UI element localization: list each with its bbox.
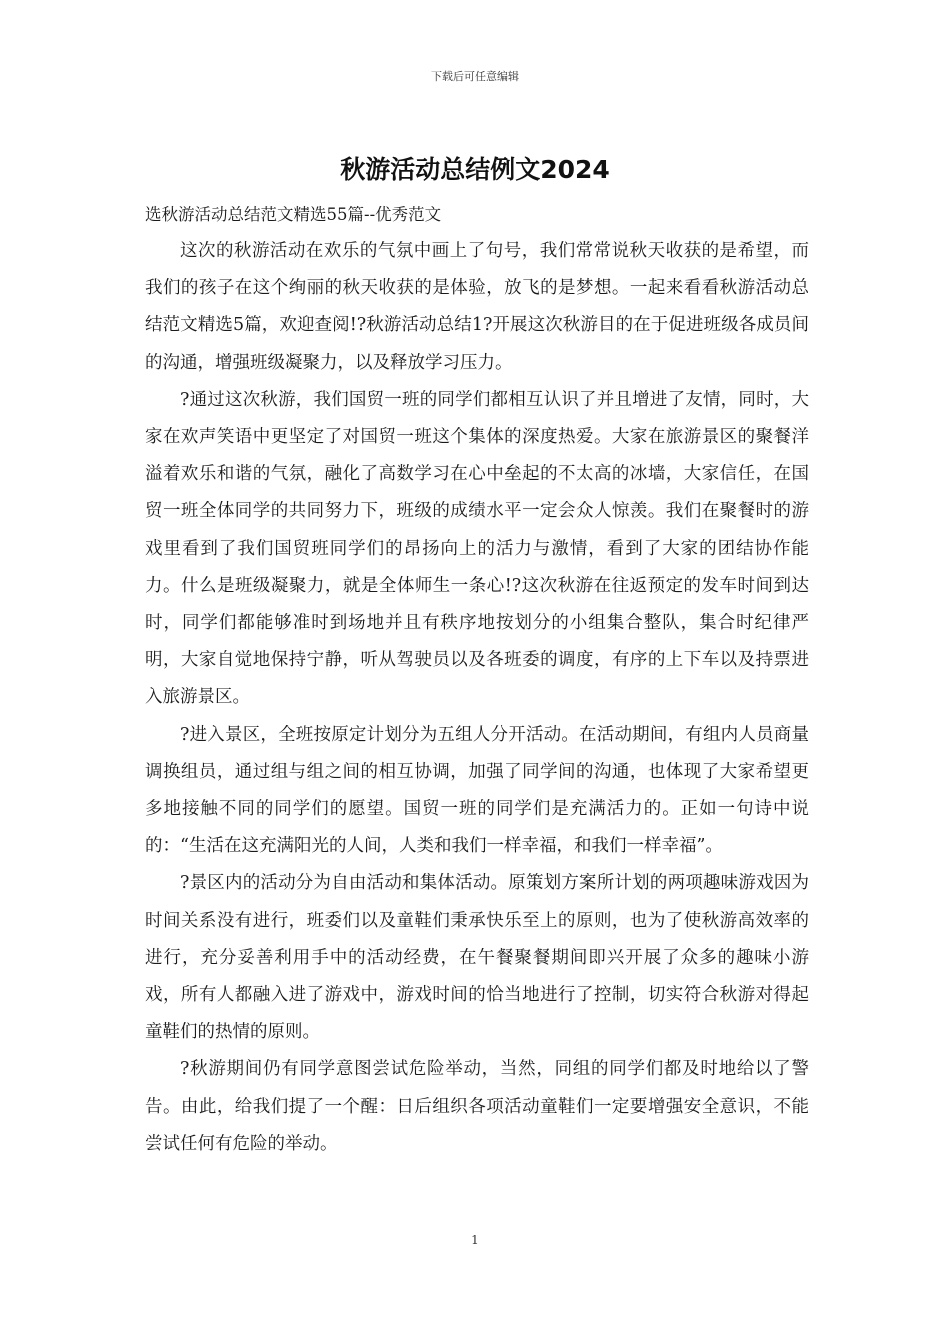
document-subtitle: 选秋游活动总结范文精选55篇--优秀范文 — [145, 205, 442, 224]
paragraph: ?秋游期间仍有同学意图尝试危险举动，当然，同组的同学们都及时地给以了警告。由此，给我们提了一个醒：日后组织各项活动童鞋们一定要增强安全意识，不能尝试任何有危险的举动。 — [145, 1059, 809, 1154]
page-number: 1 — [471, 1233, 479, 1247]
paragraph: ?景区内的活动分为自由活动和集体活动。原策划方案所计划的两项趣味游戏因为时间关系没有进行，班委们以及童鞋们秉承快乐至上的原则，也为了使秋游高效率的进行，充分妥善利用手中的活动经费，在午餐聚餐期间即兴开展了众多的趣味小游戏，所有人都融入进了游戏中，游戏时间的恰当地进行了控制，切实符合秋游对得起童鞋们的热情的原则。 — [145, 873, 809, 1043]
paragraph: ?通过这次秋游，我们国贸一班的同学们都相互认识了并且增进了友情，同时，大家在欢声笑语中更坚定了对国贸一班这个集体的深度热爱。大家在旅游景区的聚餐洋溢着欢乐和谐的气氛，融化了高数学习在心中垒起的不太高的冰墙，大家信任，在国贸一班全体同学的共同努力下，班级的成绩水平一定会众人惊羡。我们在聚餐时的游戏里看到了我们国贸班同学们的昂扬向上的活力与激情，看到了大家的团结协作能力。什么是班级凝聚力，就是全体师生一条心!?这次秋游在往返预定的发车时间到达时，同学们都能够准时到场地并且有秩序地按划分的小组集合整队，集合时纪律严明，大家自觉地保持宁静，听从驾驶员以及各班委的调度，有序的上下车以及持票进入旅游景区。 — [145, 389, 809, 708]
header-note: 下载后可任意编辑 — [431, 70, 519, 83]
document-title: 秋游活动总结例文2024 — [340, 155, 610, 184]
paragraph: 这次的秋游活动在欢乐的气氛中画上了句号，我们常常说秋天收获的是希望，而我们的孩子在这个绚丽的秋天收获的是体验，放飞的是梦想。一起来看看秋游活动总结范文精选5篇，欢迎查阅!?秋游活动总结1?开展这次秋游目的在于促进班级各成员间的沟通，增强班级凝聚力，以及释放学习压力。 — [145, 241, 809, 373]
document-body — [145, 233, 809, 1163]
paragraph: ?进入景区，全班按原定计划分为五组人分开活动。在活动期间，有组内人员商量调换组员，通过组与组之间的相互协调，加强了同学间的沟通，也体现了大家希望更多地接触不同的同学们的愿望。国贸一班的同学们是充满活力的。正如一句诗中说的：“生活在这充满阳光的人间，人类和我们一样幸福，和我们一样幸福”。 — [145, 724, 809, 857]
